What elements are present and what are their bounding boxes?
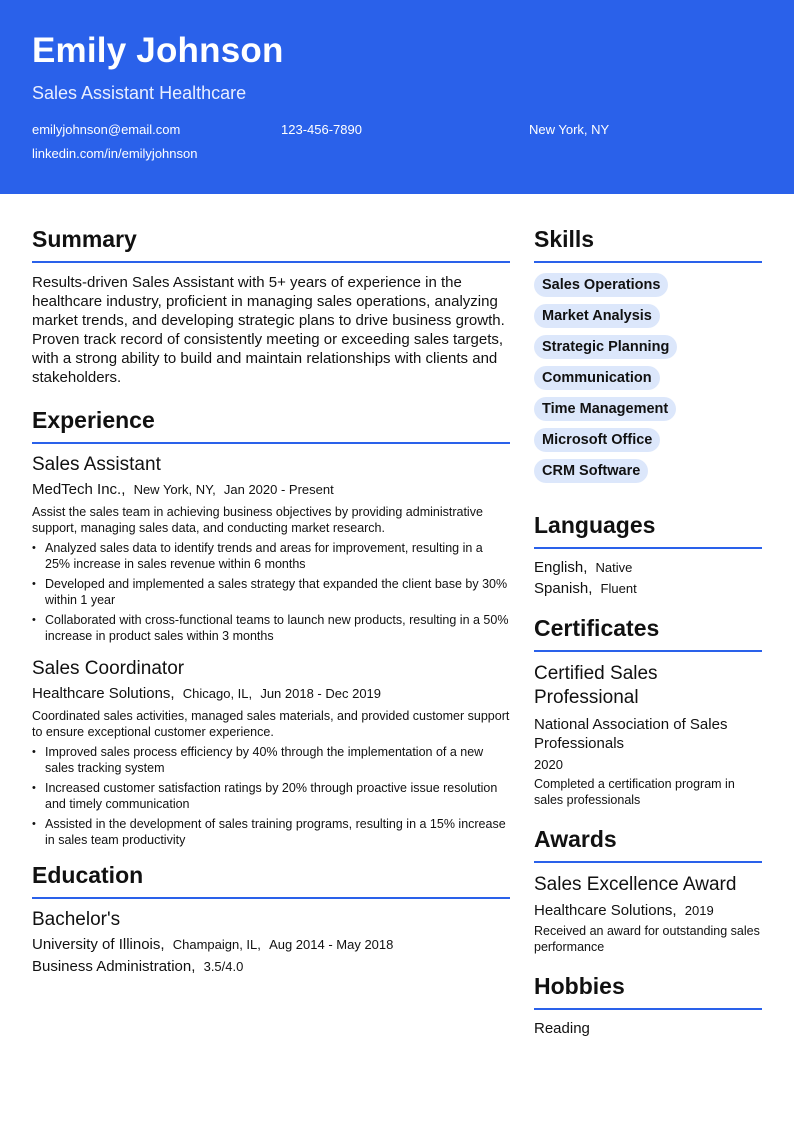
skill-chip: Microsoft Office: [534, 428, 660, 452]
education-dates: Aug 2014 - May 2018: [269, 937, 394, 952]
education-field-row: [32, 958, 510, 975]
job-entry: [32, 454, 510, 644]
skills-list: [534, 273, 762, 490]
job-bullet: • Collaborated with cross-functional teams to launch new products, resulting in a 50% increase in product sales within 3 months: [32, 612, 510, 644]
award-meta: [534, 902, 762, 919]
education-field: Business Administration,: [32, 958, 196, 975]
award-year: 2019: [684, 903, 714, 918]
skill-chip: Strategic Planning: [534, 335, 677, 359]
awards-heading: Awards: [534, 826, 762, 863]
skills-section: [534, 226, 762, 490]
education-location: Champaign, IL,: [172, 937, 261, 952]
language-name: English,: [534, 559, 588, 576]
award-description: Received an award for outstanding sales performance: [534, 924, 760, 954]
job-title: Sales Assistant: [32, 454, 161, 475]
award-title: Sales Excellence Award: [534, 874, 737, 895]
skills-heading: Skills: [534, 226, 762, 263]
education-gpa: 3.5/4.0: [203, 959, 244, 974]
job-company: Healthcare Solutions,: [32, 685, 175, 702]
certificate-org: National Association of Sales Professionals: [534, 716, 728, 752]
contact-linkedin[interactable]: linkedin.com/in/emilyjohnson: [32, 146, 198, 161]
job-bullet: • Developed and implemented a sales strategy that expanded the client base by 30% within 1 year: [32, 576, 510, 608]
skill-chip: CRM Software: [534, 459, 648, 483]
hobby-item: Reading: [534, 1020, 590, 1037]
contact-phone[interactable]: 123-456-7890: [281, 122, 362, 137]
resume-header: [0, 0, 794, 194]
candidate-title: Sales Assistant Healthcare: [32, 83, 247, 103]
certificate-year: 2020: [534, 757, 563, 772]
certificates-heading: Certificates: [534, 615, 762, 652]
awards-section: [534, 826, 762, 955]
hobbies-section: [534, 973, 762, 1037]
job-location: New York, NY,: [133, 482, 216, 497]
candidate-name: Emily Johnson: [32, 31, 284, 70]
language-item: [534, 559, 762, 576]
job-company: MedTech Inc.,: [32, 481, 126, 498]
certificate-description: Completed a certification program in sales professionals: [534, 777, 735, 807]
education-degree: Bachelor's: [32, 909, 121, 930]
skill-chip: Sales Operations: [534, 273, 668, 297]
job-bullets: [32, 744, 510, 848]
job-dates: Jan 2020 - Present: [223, 482, 334, 497]
certificates-section: [534, 615, 762, 808]
language-level: Fluent: [600, 581, 637, 596]
experience-heading: Experience: [32, 407, 510, 444]
education-school: University of Illinois,: [32, 936, 165, 953]
education-heading: Education: [32, 862, 510, 899]
skill-chip: Time Management: [534, 397, 676, 421]
language-level: Native: [595, 560, 633, 575]
job-location: Chicago, IL,: [182, 686, 253, 701]
summary-text: Results-driven Sales Assistant with 5+ years of experience in the healthcare industry, proficient in managing sales operations, analyzing market trends, and developing strategic plans to drive business growth. Proven track record of consistently meeting or exceeding sales targets, with a strong ability to build and maintain relationships with clients and stakeholders.: [32, 274, 505, 386]
job-bullet: • Improved sales process efficiency by 40% through the implementation of a new sales tracking system: [32, 744, 510, 776]
skill-chip: Communication: [534, 366, 660, 390]
job-description: Assist the sales team in achieving business objectives by providing administrative support, managing sales data, and conducting market research.: [32, 505, 483, 535]
award-org: Healthcare Solutions,: [534, 902, 677, 919]
contact-email[interactable]: emilyjohnson@email.com: [32, 122, 181, 137]
main-column: [32, 226, 510, 975]
skill-chip: Market Analysis: [534, 304, 660, 328]
experience-section: [32, 407, 510, 848]
education-meta: [32, 936, 510, 953]
job-bullet: • Analyzed sales data to identify trends and areas for improvement, resulting in a 25% increase in sales revenue within 6 months: [32, 540, 510, 572]
summary-heading: Summary: [32, 226, 510, 263]
languages-section: [534, 512, 762, 597]
education-section: [32, 862, 510, 975]
contact-location: New York, NY: [529, 122, 610, 137]
language-item: [534, 580, 762, 597]
job-bullet: • Assisted in the development of sales training programs, resulting in a 15% increase in sales team productivity: [32, 816, 510, 848]
side-column: [534, 226, 762, 1055]
job-bullet: • Increased customer satisfaction ratings by 20% through proactive issue resolution and timely communication: [32, 780, 510, 812]
language-name: Spanish,: [534, 580, 593, 597]
job-bullets: [32, 540, 510, 644]
summary-section: [32, 226, 510, 387]
job-dates: Jun 2018 - Dec 2019: [260, 686, 382, 701]
hobbies-heading: Hobbies: [534, 973, 762, 1010]
job-meta: [32, 481, 510, 498]
job-entry: [32, 658, 510, 848]
job-meta: [32, 685, 510, 702]
job-title: Sales Coordinator: [32, 658, 185, 679]
languages-heading: Languages: [534, 512, 762, 549]
certificate-title: Certified Sales Professional: [534, 663, 658, 708]
job-description: Coordinated sales activities, managed sales materials, and provided customer support to ensure exceptional customer experience.: [32, 709, 510, 739]
